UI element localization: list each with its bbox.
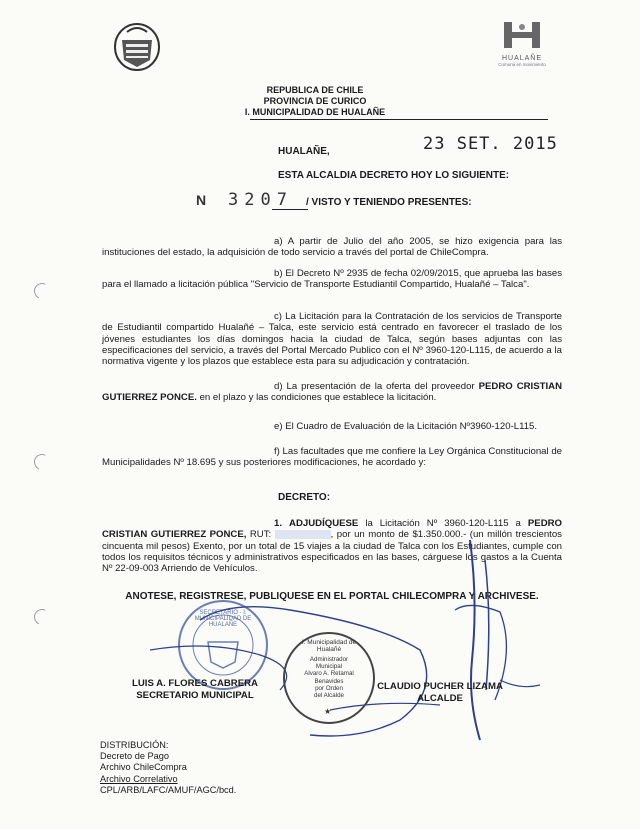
resolution-paragraph (102, 518, 562, 574)
decree-header: ESTA ALCALDIA DECRETO HOY LO SIGUIENTE: (278, 170, 510, 181)
mayor-title: ALCALDE (417, 693, 463, 704)
document-header (240, 85, 390, 118)
decreto-title: DECRETO: (278, 492, 331, 503)
distribution-item: Decreto de Pago (100, 751, 169, 762)
seal-line-5: por Orden (315, 684, 343, 692)
administrator-seal-stamp (283, 632, 375, 724)
mayor-signature-block (360, 681, 520, 705)
distribution-item: Archivo ChileCompra (100, 762, 187, 773)
administrator-seal-ring: I. Municipalidad de Hualañé (301, 639, 357, 653)
paragraph-e-text: e) El Cuadro de Evaluación de la Licitación Nº3960-120-L115. (274, 421, 538, 432)
paragraph-e (102, 421, 562, 432)
brand-logo-tagline: Comuna en movimiento (498, 62, 546, 67)
resolution-provider: PEDRO CRISTIAN GUTIERREZ PONCE, (102, 518, 563, 541)
paragraph-f-text: f) Las facultades que me confiere la Ley Orgánica Constitucional de Municipalidades Nº 18.695 y sus posteriores modificaciones, he acordado y: (102, 446, 562, 469)
seal-line-6: del Alcalde (314, 692, 344, 700)
seal-star-icon: ★ (324, 707, 332, 716)
paragraph-a-text: a) A partir de Julio del año 2005, se hizo exigencia para las instituciones del estado, la adquisición de todo servicio a través del portal de ChileCompra. (102, 236, 562, 259)
resolution-rut-redacted (275, 530, 331, 539)
secretary-seal-text: SECRETARIO · I. MUNICIPALIDAD DE HUALAÑE (194, 610, 252, 628)
header-line-municipality: I. MUNICIPALIDAD DE HUALAÑE (244, 107, 386, 117)
header-rule (250, 119, 548, 120)
paragraph-c-text: c) La Licitación para la Contratación de los servicios de Transporte de Estudiantil compartido Hualañé – Talca, este servicio está centrado en favorecer el traslado de los jóvenes estudiantes los días domingos hacia la ciudad de Talca, según bases adjuntas con las especificaciones del servicio, a través del Portal Mercado Publico con el Nº 3960-120-L115, de acuerdo a la normativa vigente y los plazos que establece esta para su adjudicación y contratación. (102, 311, 562, 368)
decree-number-underline (272, 209, 308, 210)
seal-line-4: Benavides (314, 677, 344, 685)
brand-logo-name: HUALAÑE (501, 55, 543, 62)
decree-number-prefix-mark: N (196, 192, 207, 208)
distribution-title: DISTRIBUCIÓN: (100, 740, 169, 750)
date-stamp: 23 SET. 2015 (423, 134, 558, 154)
resolution-rest: , por un monto de $1.350.000.- (un millón trescientos cincuenta mil pesos) Exento, por un total de 15 viajes a la ciudad de Talca con los Estudiantes, cumple con todos los requisitos técnicos y administrativos especificados en las bases, cárguese los gastos a la Cuenta Nº 22-09-003 Arriendo de Vehículos. (102, 529, 562, 575)
punch-hole-mark (32, 281, 53, 302)
administrator-seal-inner (297, 656, 361, 699)
secretary-title: SECRETARIO MUNICIPAL (136, 690, 254, 701)
paragraph-d-suffix: en el plazo y las condiciones que establece la licitación. (199, 392, 437, 404)
punch-hole-mark (32, 452, 53, 473)
distribution-item: Archivo Correlativo (100, 773, 178, 784)
paragraph-d-prefix: d) La presentación de la oferta del proveedor (274, 381, 475, 392)
distribution-item: CPL/ARB/LAFC/AMUF/AGC/bcd. (100, 784, 237, 795)
seal-line-2: Municipal (315, 663, 343, 671)
secretary-name: LUIS A. FLORES CABRERA (132, 678, 258, 689)
paragraph-a (102, 236, 562, 259)
municipal-coat-of-arms (112, 22, 162, 72)
paragraph-d-provider: PEDRO CRISTIAN GUTIERREZ PONCE. (102, 381, 563, 404)
resolution-number: 1. (274, 518, 283, 529)
punch-hole-mark (32, 607, 53, 628)
secretary-signature-block (110, 678, 280, 702)
decree-number: 3207 (228, 190, 293, 210)
seal-line-1: Administrador (309, 656, 349, 663)
hualane-brand-logo (497, 20, 547, 76)
secretary-seal-stamp (178, 600, 268, 690)
mayor-name: CLAUDIO PUCHER LIZAMA (377, 681, 503, 692)
visto-heading: / VISTO Y TENIENDO PRESENTES: (306, 197, 472, 208)
resolution-lead: la Licitación Nº 3960-120-L115 a (365, 518, 521, 529)
paragraph-c (102, 311, 562, 367)
header-line-province: PROVINCIA DE CURICO (263, 96, 367, 106)
paragraph-b (102, 268, 562, 291)
paragraph-f (102, 446, 562, 469)
resolution-rut-label: RUT: (249, 529, 272, 541)
seal-line-3: Alvaro A. Retamal (304, 670, 354, 678)
closing-line: ANOTESE, REGISTRESE, PUBLIQUESE EN EL PORTAL CHILECOMPRA Y ARCHIVESE. (125, 591, 539, 602)
paragraph-b-text: b) El Decreto Nº 2935 de fecha 02/09/2015, que aprueba las bases para el llamado a licitación pública "Servicio de Transporte Estudiantil Compartido, Hualañé – Talca". (102, 268, 562, 291)
resolution-verb: ADJUDÍQUESE (289, 518, 359, 529)
distribution-block (100, 740, 236, 796)
place-label: HUALAÑE, (278, 146, 330, 157)
paragraph-d (102, 381, 562, 404)
header-line-country: REPUBLICA DE CHILE (266, 85, 364, 95)
